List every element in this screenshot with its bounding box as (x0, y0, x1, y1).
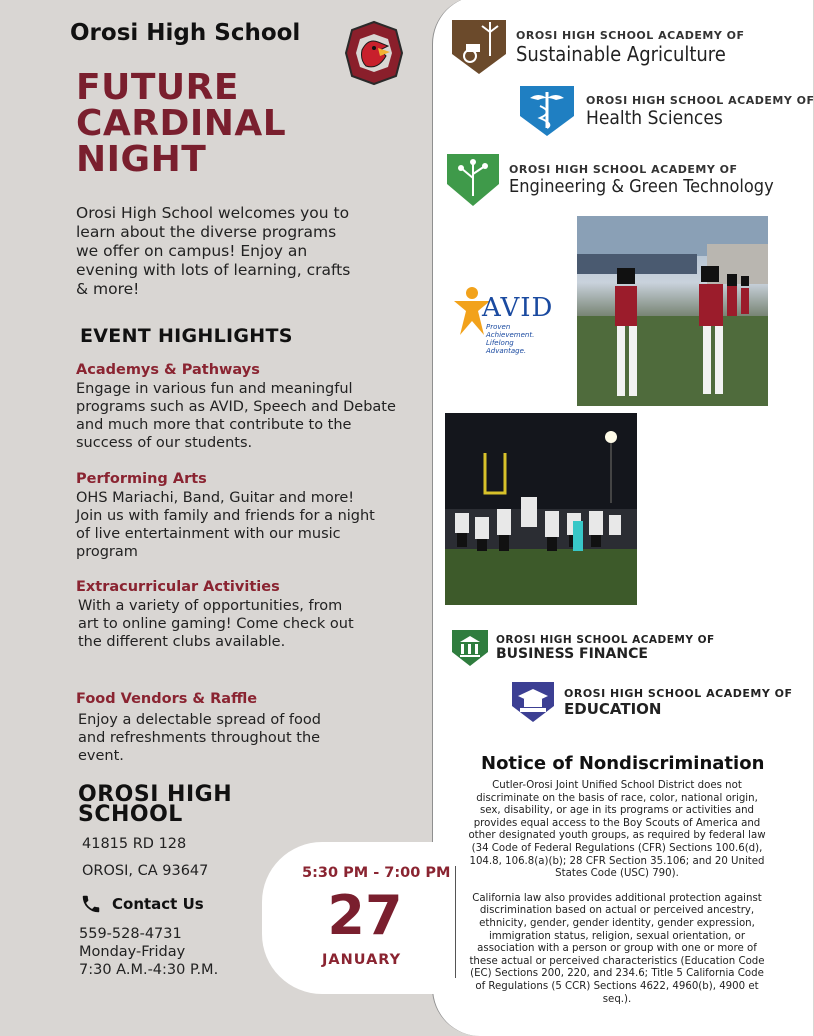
phone-icon (80, 893, 102, 915)
band-photo (577, 216, 768, 406)
footer-school-line: OROSI HIGH (78, 782, 233, 807)
section-heading: Academys & Pathways (76, 362, 260, 378)
event-day: 27 (327, 884, 403, 947)
notice-paragraph: Cutler-Orosi Joint Unified School District does not discriminate on the basis of race, color, national origin, sex, disability, or age in its programs or activities and provides equal access to the Boy Scouts of America and other designated youth groups, as required by federal law (34 Code of Federal Regulations (CFR) Sections 100.6(d), 104.8, 106.8(a)(b); 28 CFR Section 35.106; and 20 United States Code (USC) 790). (468, 780, 766, 880)
bank-icon (450, 628, 490, 668)
section-body: OHS Mariachi, Band, Guitar and more! Join us with family and friends for a night of live entertainment with our music program (76, 490, 375, 560)
footer-school-name (78, 782, 233, 827)
hours-line: Monday-Friday (79, 944, 186, 960)
avid-tagline-line: Lifelong Advantage. (486, 339, 527, 355)
notice-body (466, 780, 768, 1006)
highlight-section (76, 691, 326, 765)
graduation-cap-icon (510, 680, 556, 724)
event-title-line: NIGHT (76, 139, 207, 180)
hours-line: 7:30 A.M.-4:30 P.M. (79, 962, 219, 978)
school-name-header: Orosi High School (70, 20, 301, 46)
phone-number: 559-528-4731 (79, 926, 182, 942)
section-body: Engage in various fun and meaningful programs such as AVID, Speech and Debate and much more that contribute to the success of our students. (76, 381, 396, 451)
football-team-image (445, 413, 637, 605)
marching-band-image (577, 216, 768, 406)
section-heading: Food Vendors & Raffle (76, 691, 258, 707)
academy-name: BUSINESS FINANCE (496, 646, 648, 662)
footer-school-line: SCHOOL (78, 802, 183, 827)
highlights-heading: EVENT HIGHLIGHTS (80, 325, 293, 347)
caduceus-icon (516, 82, 578, 140)
academy-name: Sustainable Agriculture (516, 41, 726, 66)
circuit-tree-icon (443, 150, 503, 210)
notice-title: Notice of Nondiscrimination (481, 753, 765, 774)
event-month: JANUARY (322, 952, 402, 968)
academy-name: EDUCATION (564, 699, 662, 718)
contact-label: Contact Us (112, 895, 204, 913)
highlight-section (76, 471, 376, 561)
academy-label: OROSI HIGH SCHOOL ACADEMY OF (586, 93, 814, 107)
academy-logo (516, 82, 814, 140)
contact-row (80, 893, 204, 915)
divider (455, 866, 456, 978)
academy-logo (450, 628, 715, 668)
intro-text: Orosi High School welcomes you to learn about the diverse programs we offer on campus! Enjoy an evening with lots of learning, crafts & more! (76, 204, 351, 298)
academy-logo (510, 680, 792, 724)
tractor-windmill-icon (448, 16, 510, 78)
section-heading: Performing Arts (76, 471, 207, 487)
event-title-line: FUTURE (76, 67, 239, 108)
cardinal-logo (344, 20, 404, 86)
event-title (76, 67, 287, 180)
highlight-section (76, 579, 356, 651)
academy-label: OROSI HIGH SCHOOL ACADEMY OF (516, 28, 745, 42)
academy-label: OROSI HIGH SCHOOL ACADEMY OF (564, 686, 793, 700)
football-photo (445, 413, 637, 605)
section-body: With a variety of opportunities, from art to online gaming! Come check out the different clubs available. (78, 598, 354, 650)
address-line: OROSI, CA 93647 (82, 863, 209, 879)
academy-label: OROSI HIGH SCHOOL ACADEMY OF (509, 163, 738, 176)
section-heading: Extracurricular Activities (76, 579, 280, 595)
academy-label: OROSI HIGH SCHOOL ACADEMY OF (496, 634, 715, 646)
academy-name: Engineering & Green Technology (509, 176, 774, 197)
event-time: 5:30 PM - 7:00 PM (302, 865, 451, 881)
academy-logo (448, 16, 744, 78)
section-body: Enjoy a delectable spread of food and refreshments throughout the event. (78, 712, 321, 764)
avid-name: AVID (482, 293, 554, 323)
notice-paragraph: California law also provides additional protection against discrimination based on actual or perceived ancestry, ethnicity, gender, gender identity, gender expression, immigration status, religion, sexual orientation, or association with a person or group with one or more of these actual or perceived characteristics (Education Code (EC) Sections 200, 220, and 234.6; Title 5 California Code of Regulations (5 CCR) Sections 4622, 4960(b), 4900 et seq.). (469, 892, 765, 1005)
avid-tagline (486, 323, 552, 355)
avid-logo (452, 283, 554, 355)
event-title-line: CARDINAL (76, 103, 287, 144)
highlight-section (76, 362, 411, 452)
avid-tagline-line: Proven Achievement. (486, 323, 535, 339)
academy-name: Health Sciences (586, 106, 723, 129)
academy-logo (443, 150, 774, 210)
address-line: 41815 RD 128 (82, 836, 187, 852)
